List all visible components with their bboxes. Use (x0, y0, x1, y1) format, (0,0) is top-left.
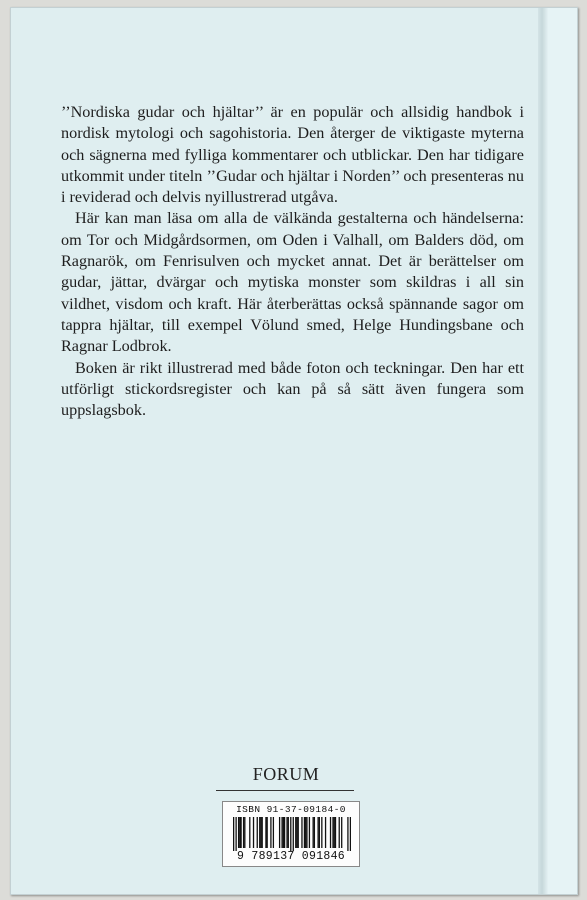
barcode-bars (233, 817, 351, 851)
blurb-text (61, 102, 524, 421)
barcode-bar (298, 817, 299, 848)
isbn-number: ISBN 91-37-09184-0 (236, 804, 346, 815)
barcode-bar (293, 817, 294, 851)
barcode-bar (270, 817, 271, 848)
barcode-bar (290, 817, 291, 851)
barcode-bar (286, 817, 287, 848)
barcode-bar (244, 817, 245, 848)
barcode-bar (347, 817, 348, 851)
barcode-bar (279, 817, 280, 848)
spine-groove (538, 8, 548, 894)
barcode-bar (325, 817, 326, 848)
barcode-bar (305, 817, 306, 848)
barcode-bar (304, 817, 305, 848)
barcode-bar (339, 817, 340, 848)
barcode-bar (306, 817, 307, 848)
barcode-bar (267, 817, 268, 848)
blurb-paragraph-1: ’’Nordiska gudar och hjältar’’ är en populär och allsidig handbok i nordisk mytologi och sagohistoria. Den återger de viktigaste myterna och sägnerna med fylliga kommentarer och utblickar. Den har tidigare utkommit under titeln ’’Gudar och hjältar i Norden’’ och presenteras nu i reviderad och delvis nyillustrerad utgåva. (61, 103, 524, 207)
barcode-bar (312, 817, 313, 848)
barcode-bar (283, 817, 284, 848)
barcode-bar (317, 817, 318, 848)
barcode-bar (233, 817, 234, 851)
barcode-bar (284, 817, 285, 848)
barcode-bar (314, 817, 315, 848)
barcode-bar (281, 817, 282, 848)
barcode-bar (235, 817, 236, 851)
barcode-bar (309, 817, 310, 848)
barcode-bar (319, 817, 320, 848)
barcode-bar (330, 817, 331, 848)
barcode-bar (260, 817, 261, 848)
barcode-bar (249, 817, 250, 848)
barcode-bar (238, 817, 239, 848)
barcode-bar (257, 817, 258, 848)
barcode-bar (259, 817, 260, 848)
barcode-bar (321, 817, 322, 848)
book-spine (548, 8, 577, 894)
barcode-bar (262, 817, 263, 848)
ean-digits: 9 789137 091846 (236, 850, 346, 863)
publisher-underline (216, 790, 354, 791)
barcode-bar (273, 817, 274, 848)
book-back-cover (10, 7, 578, 895)
barcode-bar (341, 817, 342, 848)
barcode-bar (295, 817, 296, 848)
blurb-paragraph-3: Boken är rikt illustrerad med både foton och teckningar. Den har ett utförligt stickordsregister och kan på så sätt även fungera som uppslagsbok. (61, 358, 524, 420)
barcode-bar (265, 817, 266, 848)
barcode-bar (335, 817, 336, 848)
barcode-bar (332, 817, 333, 848)
barcode-bar (296, 817, 297, 848)
barcode-bar (350, 817, 351, 851)
barcode-bar (288, 817, 289, 848)
barcode-label (222, 801, 360, 867)
publisher-logo: FORUM (252, 764, 320, 784)
barcode-bar (334, 817, 335, 848)
barcode-bar (239, 817, 240, 848)
barcode-bar (301, 817, 302, 848)
barcode-bar (243, 817, 244, 848)
barcode-bar (253, 817, 254, 848)
barcode-bar (240, 817, 241, 848)
blurb-paragraph-2: Här kan man läsa om alla de välkända gestalterna och händelserna: om Tor och Midgårdsormen, om Oden i Valhall, om Balders död, om Ragnarök, om Fenrisulven och mycket annat. Det är berättelser om gudar, jättar, dvärgar och mytiska monster som skildras i all sin vildhet, visdom och kraft. Här återberättas också spännande sagor om tappra hjältar, till exempel Völund smed, Helge Hundingsbane och Ragnar Lodbrok. (61, 209, 524, 356)
